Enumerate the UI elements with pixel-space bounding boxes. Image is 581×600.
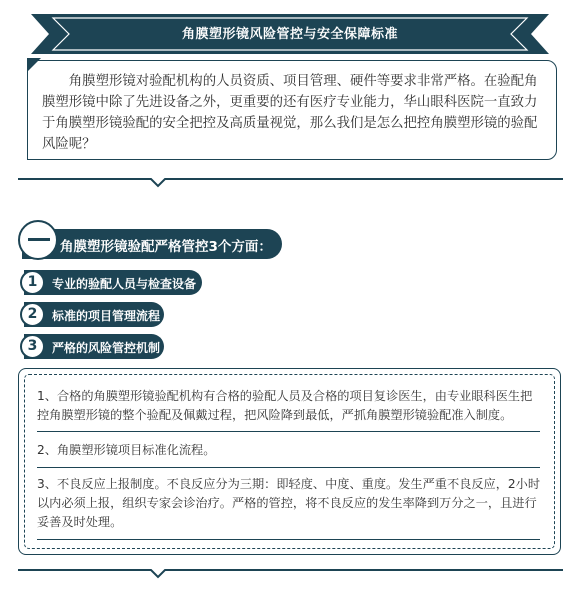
title-banner [31, 14, 549, 54]
dash-icon [28, 238, 50, 241]
detail-divider [37, 431, 540, 432]
list-item-label: 专业的验配人员与检查设备 [52, 277, 197, 291]
list-item-number: 3 [20, 334, 45, 359]
detail-paragraph: 2、角膜塑形镜项目标准化流程。 [37, 443, 216, 457]
divider-bottom [18, 567, 563, 581]
page-title: 角膜塑形镜风险管控与安全保障标准 [181, 27, 398, 42]
list-item-number: 1 [20, 270, 45, 295]
detail-divider [37, 467, 540, 468]
divider-top [18, 176, 563, 190]
detail-divider [37, 539, 540, 540]
intro-text: 角膜塑形镜对验配机构的人员资质、项目管理、硬件等要求非常严格。在验配角膜塑形镜中除了先进设备之外，更重要的还有医疗专业能力，华山眼科医院一直致力于角膜塑形镜验配的安全把控及高质量视觉，那么我们是怎么把控角膜塑形镜的验配风险呢？ [42, 74, 538, 152]
section-heading: 角膜塑形镜验配严格管控3个方面： [60, 239, 272, 255]
list-item-label: 标准的项目管理流程 [52, 309, 161, 323]
detail-box [18, 368, 561, 555]
chevron-down-icon [18, 176, 563, 190]
speech-tick-icon [27, 58, 41, 72]
list-item-label: 严格的风险管控机制 [52, 341, 161, 355]
intro-box [27, 60, 557, 160]
detail-box-inner [24, 374, 555, 549]
list-item-number: 2 [20, 302, 45, 327]
detail-paragraph: 1、合格的角膜塑形镜验配机构有合格的验配人员及合格的项目复诊医生，由专业眼科医生把控角膜塑形镜的整个验配及佩戴过程，把风险降到最低，严抓角膜塑形镜验配准入制度。 [37, 389, 533, 422]
chevron-down-icon [18, 567, 563, 581]
section-number-badge [18, 220, 58, 260]
detail-paragraph: 3、不良反应上报制度。不良反应分为三期：即轻度、中度、重度。发生严重不良反应，2小时以内必须上报，组织专家会诊治疗。严格的管控，将不良反应的发生率降到万分之一，且进行妥善及时处理。 [37, 477, 541, 529]
